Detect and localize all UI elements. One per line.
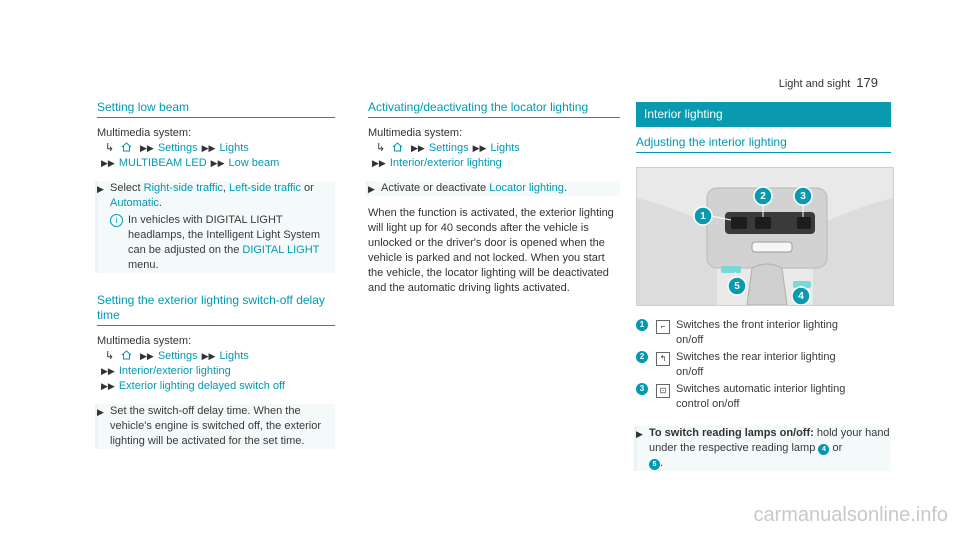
nav-delayed-switch-off: Exterior lighting delayed switch off xyxy=(118,380,285,392)
chevron-icon: ▶▶ xyxy=(140,351,154,361)
legend-item-2 xyxy=(636,350,891,380)
system-label: Multimedia system: xyxy=(97,335,192,347)
locator-description: When the function is activated, the exterior lighting will light up for 40 seconds after the vehicle is unlocked or the driver's door is opened when the vehicle is parked and not locked. When you start the vehicle, the locator lighting will be deactivated and the automatic driving lights activated. xyxy=(368,207,614,294)
svg-text:1: 1 xyxy=(700,211,706,222)
svg-text:3: 3 xyxy=(800,191,806,202)
option-left-side: Left-side traffic xyxy=(229,182,301,194)
system-label: Multimedia system: xyxy=(97,127,192,139)
step-block xyxy=(634,426,891,471)
legend-number: 3 xyxy=(636,383,648,395)
enter-arrow-icon: ↳ xyxy=(105,350,115,362)
section-name: Light and sight xyxy=(778,78,851,90)
step-block xyxy=(95,181,335,273)
chevron-icon: ▶▶ xyxy=(140,143,154,153)
chevron-icon: ▶▶ xyxy=(372,158,386,168)
legend xyxy=(636,318,891,412)
legend-number: 1 xyxy=(636,319,648,331)
heading-adjusting-interior: Adjusting the interior lighting xyxy=(636,135,891,153)
callout-3 xyxy=(794,187,812,205)
step-bullet-icon: ▶ xyxy=(97,184,104,194)
chevron-icon: ▶▶ xyxy=(101,158,115,168)
callout-4 xyxy=(792,287,810,305)
nav-path-2 xyxy=(97,156,335,171)
chevron-icon: ▶▶ xyxy=(101,366,115,376)
nav-lights: Lights xyxy=(219,350,249,362)
system-label: Multimedia system: xyxy=(368,127,463,139)
locator-lighting-link: Locator lighting xyxy=(489,182,564,194)
option-right-side: Right-side traffic xyxy=(143,182,223,194)
legend-item-1 xyxy=(636,318,891,348)
digital-light-link: DIGITAL LIGHT xyxy=(242,244,320,256)
svg-text:5: 5 xyxy=(734,281,740,292)
legend-number: 2 xyxy=(636,351,648,363)
legend-item-3 xyxy=(636,382,891,412)
nav-lights: Lights xyxy=(219,142,249,154)
nav-low-beam: Low beam xyxy=(228,157,280,169)
column-3 xyxy=(636,102,891,471)
overhead-control-photo xyxy=(636,167,894,306)
step-activate-locator: ▶ Activate or deactivate Locator lighting. xyxy=(381,181,620,196)
rear-light-icon: ↰ xyxy=(656,352,670,366)
callout-2 xyxy=(754,187,772,205)
page-number: 179 xyxy=(856,75,878,90)
home-icon xyxy=(121,142,132,152)
heading-switch-off-delay: Setting the exterior lighting switch-off delay time xyxy=(97,293,335,326)
nav-path-3 xyxy=(97,349,335,364)
column-1 xyxy=(97,100,335,449)
step-bullet-icon: ▶ xyxy=(368,184,375,194)
step-select: ▶ Select Right-side traffic, Left-side traffic or Automatic. xyxy=(97,182,314,209)
nav-path-1 xyxy=(97,141,335,156)
heading-locator-lighting: Activating/deactivating the locator lighting xyxy=(368,100,620,118)
heading-setting-low-beam: Setting low beam xyxy=(97,100,335,118)
nav-lights: Lights xyxy=(490,142,520,154)
ref-badge-4: 4 xyxy=(818,444,829,455)
home-icon xyxy=(121,350,132,360)
ref-badge-5: 5 xyxy=(649,459,660,470)
enter-arrow-icon: ↳ xyxy=(105,142,115,154)
step-bullet-icon: ▶ xyxy=(97,407,104,417)
chevron-icon: ▶▶ xyxy=(210,158,225,168)
nav-settings: Settings xyxy=(157,350,198,362)
nav-settings: Settings xyxy=(157,142,198,154)
overhead-control-illustration xyxy=(637,168,893,305)
chevron-icon: ▶▶ xyxy=(472,143,487,153)
svg-text:4: 4 xyxy=(798,291,804,302)
front-light-icon: ⌐ xyxy=(656,320,670,334)
callout-1 xyxy=(694,207,712,225)
option-automatic: Automatic xyxy=(110,197,159,209)
column-2 xyxy=(368,100,620,296)
note-digital-light: i In vehicles with DIGITAL LIGHT headlamps, the Intelligent Light System can be adjusted on the DIGITAL LIGHT menu. xyxy=(110,213,335,273)
step-block xyxy=(95,404,335,449)
auto-light-icon: ⊡ xyxy=(656,384,670,398)
home-icon xyxy=(392,142,403,152)
step-bullet-icon: ▶ xyxy=(636,429,643,439)
nav-multibeam: MULTIBEAM LED xyxy=(118,157,207,169)
chevron-icon: ▶▶ xyxy=(201,351,216,361)
nav-path-6 xyxy=(368,141,620,156)
legend-text: Switches the rear interior lighting on/off xyxy=(676,351,836,378)
callout-5 xyxy=(728,277,746,295)
nav-path-5 xyxy=(97,379,335,394)
info-icon: i xyxy=(110,214,123,227)
legend-text: Switches automatic interior lighting control on/off xyxy=(676,383,846,410)
chevron-icon: ▶▶ xyxy=(101,381,115,391)
nav-path-4 xyxy=(97,364,335,379)
page-header xyxy=(779,75,878,90)
chevron-icon: ▶▶ xyxy=(201,143,216,153)
watermark: carmanualsonline.info xyxy=(753,504,948,526)
legend-text: Switches the front interior lighting on/off xyxy=(676,319,839,346)
nav-interior-exterior: Interior/exterior lighting xyxy=(118,365,231,377)
nav-settings: Settings xyxy=(428,142,469,154)
step-block xyxy=(366,181,620,196)
svg-text:2: 2 xyxy=(760,191,766,202)
nav-path-7 xyxy=(368,156,620,171)
step-reading-lamps: ▶ To switch reading lamps on/off: hold your hand under the respective reading lamp 4 or 5 . xyxy=(636,427,890,469)
chevron-icon: ▶▶ xyxy=(411,143,425,153)
enter-arrow-icon: ↳ xyxy=(376,142,386,154)
interior-lighting-banner: Interior lighting xyxy=(636,102,891,127)
step-set-delay: ▶ Set the switch-off delay time. When the vehicle's engine is switched off, the exterior lighting will be activated for the set time. xyxy=(97,405,322,447)
nav-interior-exterior: Interior/exterior lighting xyxy=(389,157,502,169)
